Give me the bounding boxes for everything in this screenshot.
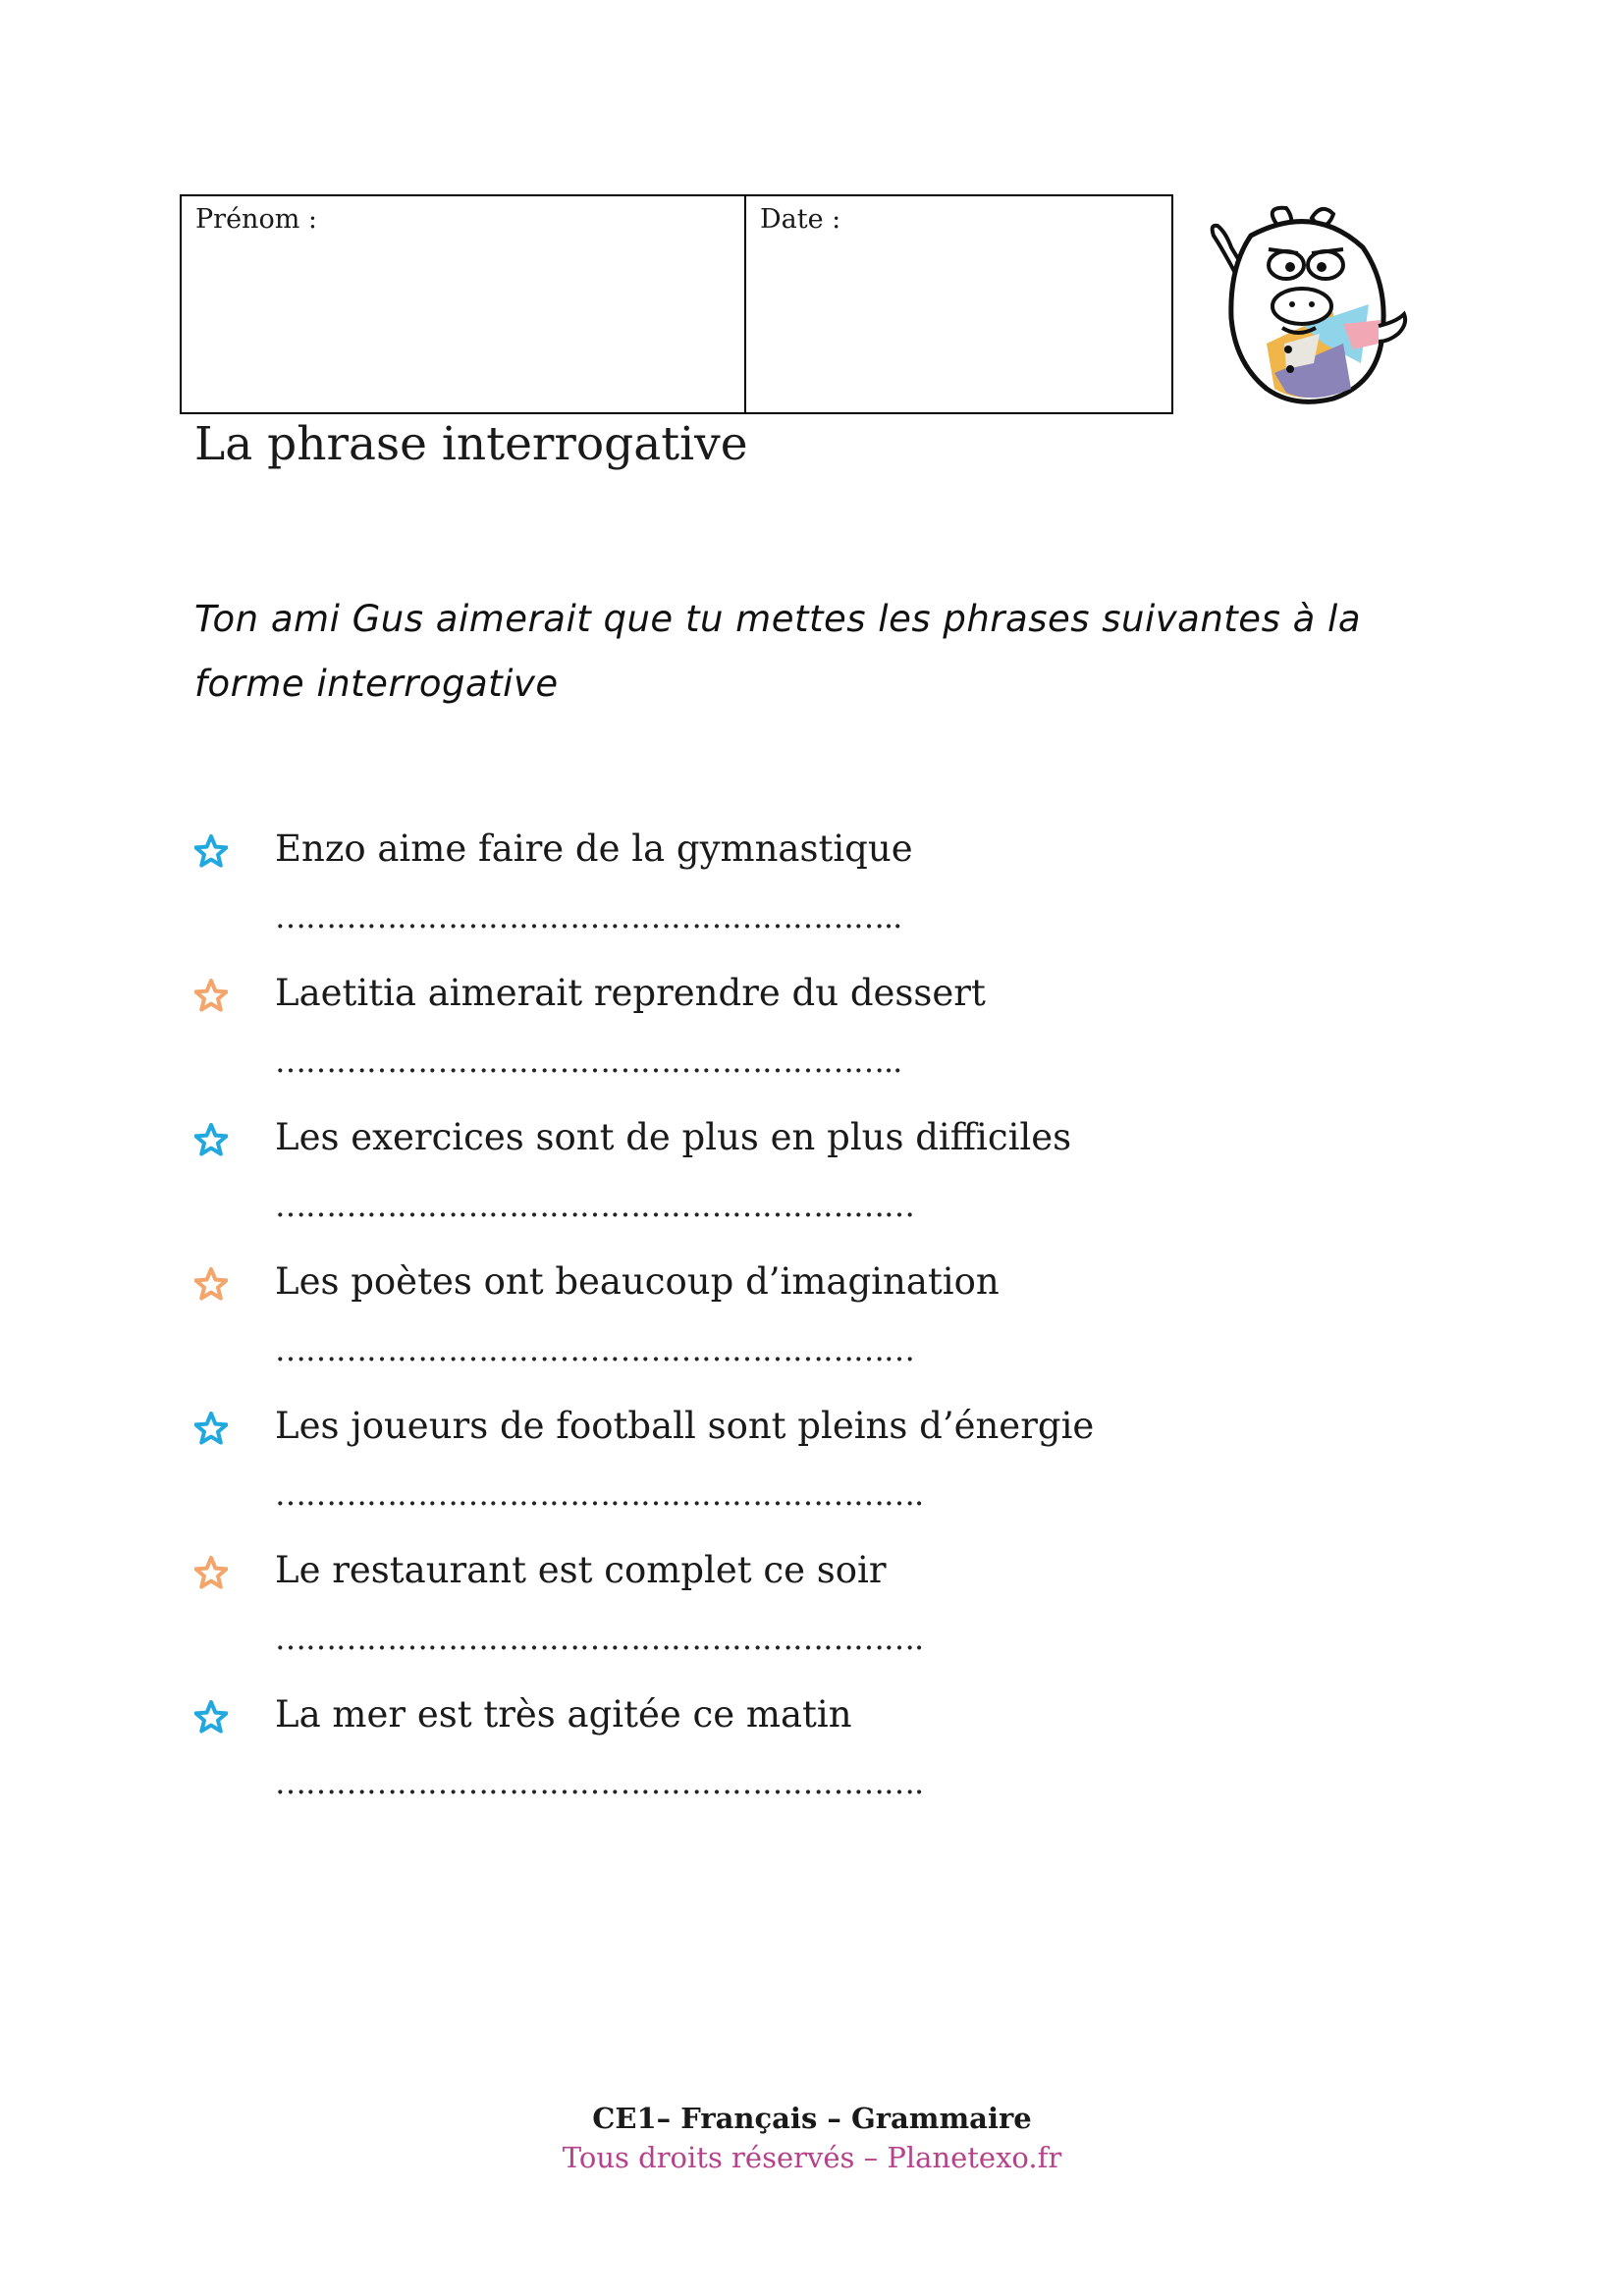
exercise-list [194, 827, 1373, 1837]
exercise-sentence: La mer est très agitée ce matin [275, 1693, 852, 1735]
page-footer [0, 2099, 1624, 2177]
gus-mascot-illustration [1196, 196, 1412, 417]
exercise-sentence: Le restaurant est complet ce soir [275, 1549, 887, 1591]
exercise-sentence: Les joueurs de football sont pleins d’énergie [275, 1405, 1095, 1447]
exercise-instructions: Ton ami Gus aimerait que tu mettes les phrases suivantes à la forme interrogative [194, 598, 1361, 705]
exercise-sentence: Enzo aime faire de la gymnastique [275, 828, 913, 870]
exercise-item [194, 1404, 1373, 1548]
answer-line[interactable]: ……………………………………………………… [275, 1331, 914, 1368]
exercise-item [194, 1692, 1373, 1837]
date-field[interactable] [746, 196, 1171, 412]
exercise-sentence: Laetitia aimerait reprendre du dessert [275, 972, 986, 1014]
footer-copyright[interactable]: Tous droits réservés – Planetexo.fr [562, 2141, 1062, 2174]
exercise-sentence: Les exercices sont de plus en plus difficiles [275, 1116, 1072, 1158]
star-icon [194, 979, 228, 1012]
star-icon [194, 1267, 228, 1301]
answer-line[interactable]: …………………………………………………….. [275, 898, 902, 935]
date-label: Date : [760, 204, 841, 235]
answer-line[interactable]: ………………………………………………………. [275, 1764, 924, 1801]
exercise-item [194, 1115, 1373, 1259]
name-label: Prénom : [195, 204, 317, 235]
star-icon [194, 1556, 228, 1589]
exercise-item [194, 1548, 1373, 1692]
footer-subject: CE1– Français – Grammaire [592, 2102, 1032, 2135]
exercise-item [194, 1259, 1373, 1404]
star-icon [194, 1700, 228, 1734]
answer-line[interactable]: ……………………………………………………… [275, 1187, 914, 1224]
star-icon [194, 1412, 228, 1445]
exercise-sentence: Les poètes ont beaucoup d’imagination [275, 1260, 1000, 1303]
exercise-item [194, 827, 1373, 971]
answer-line[interactable]: ………………………………………………………. [275, 1620, 924, 1657]
answer-line[interactable]: ………………………………………………………. [275, 1475, 924, 1513]
star-icon [194, 834, 228, 868]
name-field[interactable] [182, 196, 746, 412]
student-info-box [180, 194, 1173, 414]
star-icon [194, 1123, 228, 1156]
answer-line[interactable]: …………………………………………………….. [275, 1042, 902, 1080]
page-title: La phrase interrogative [194, 417, 748, 471]
exercise-item [194, 971, 1373, 1115]
